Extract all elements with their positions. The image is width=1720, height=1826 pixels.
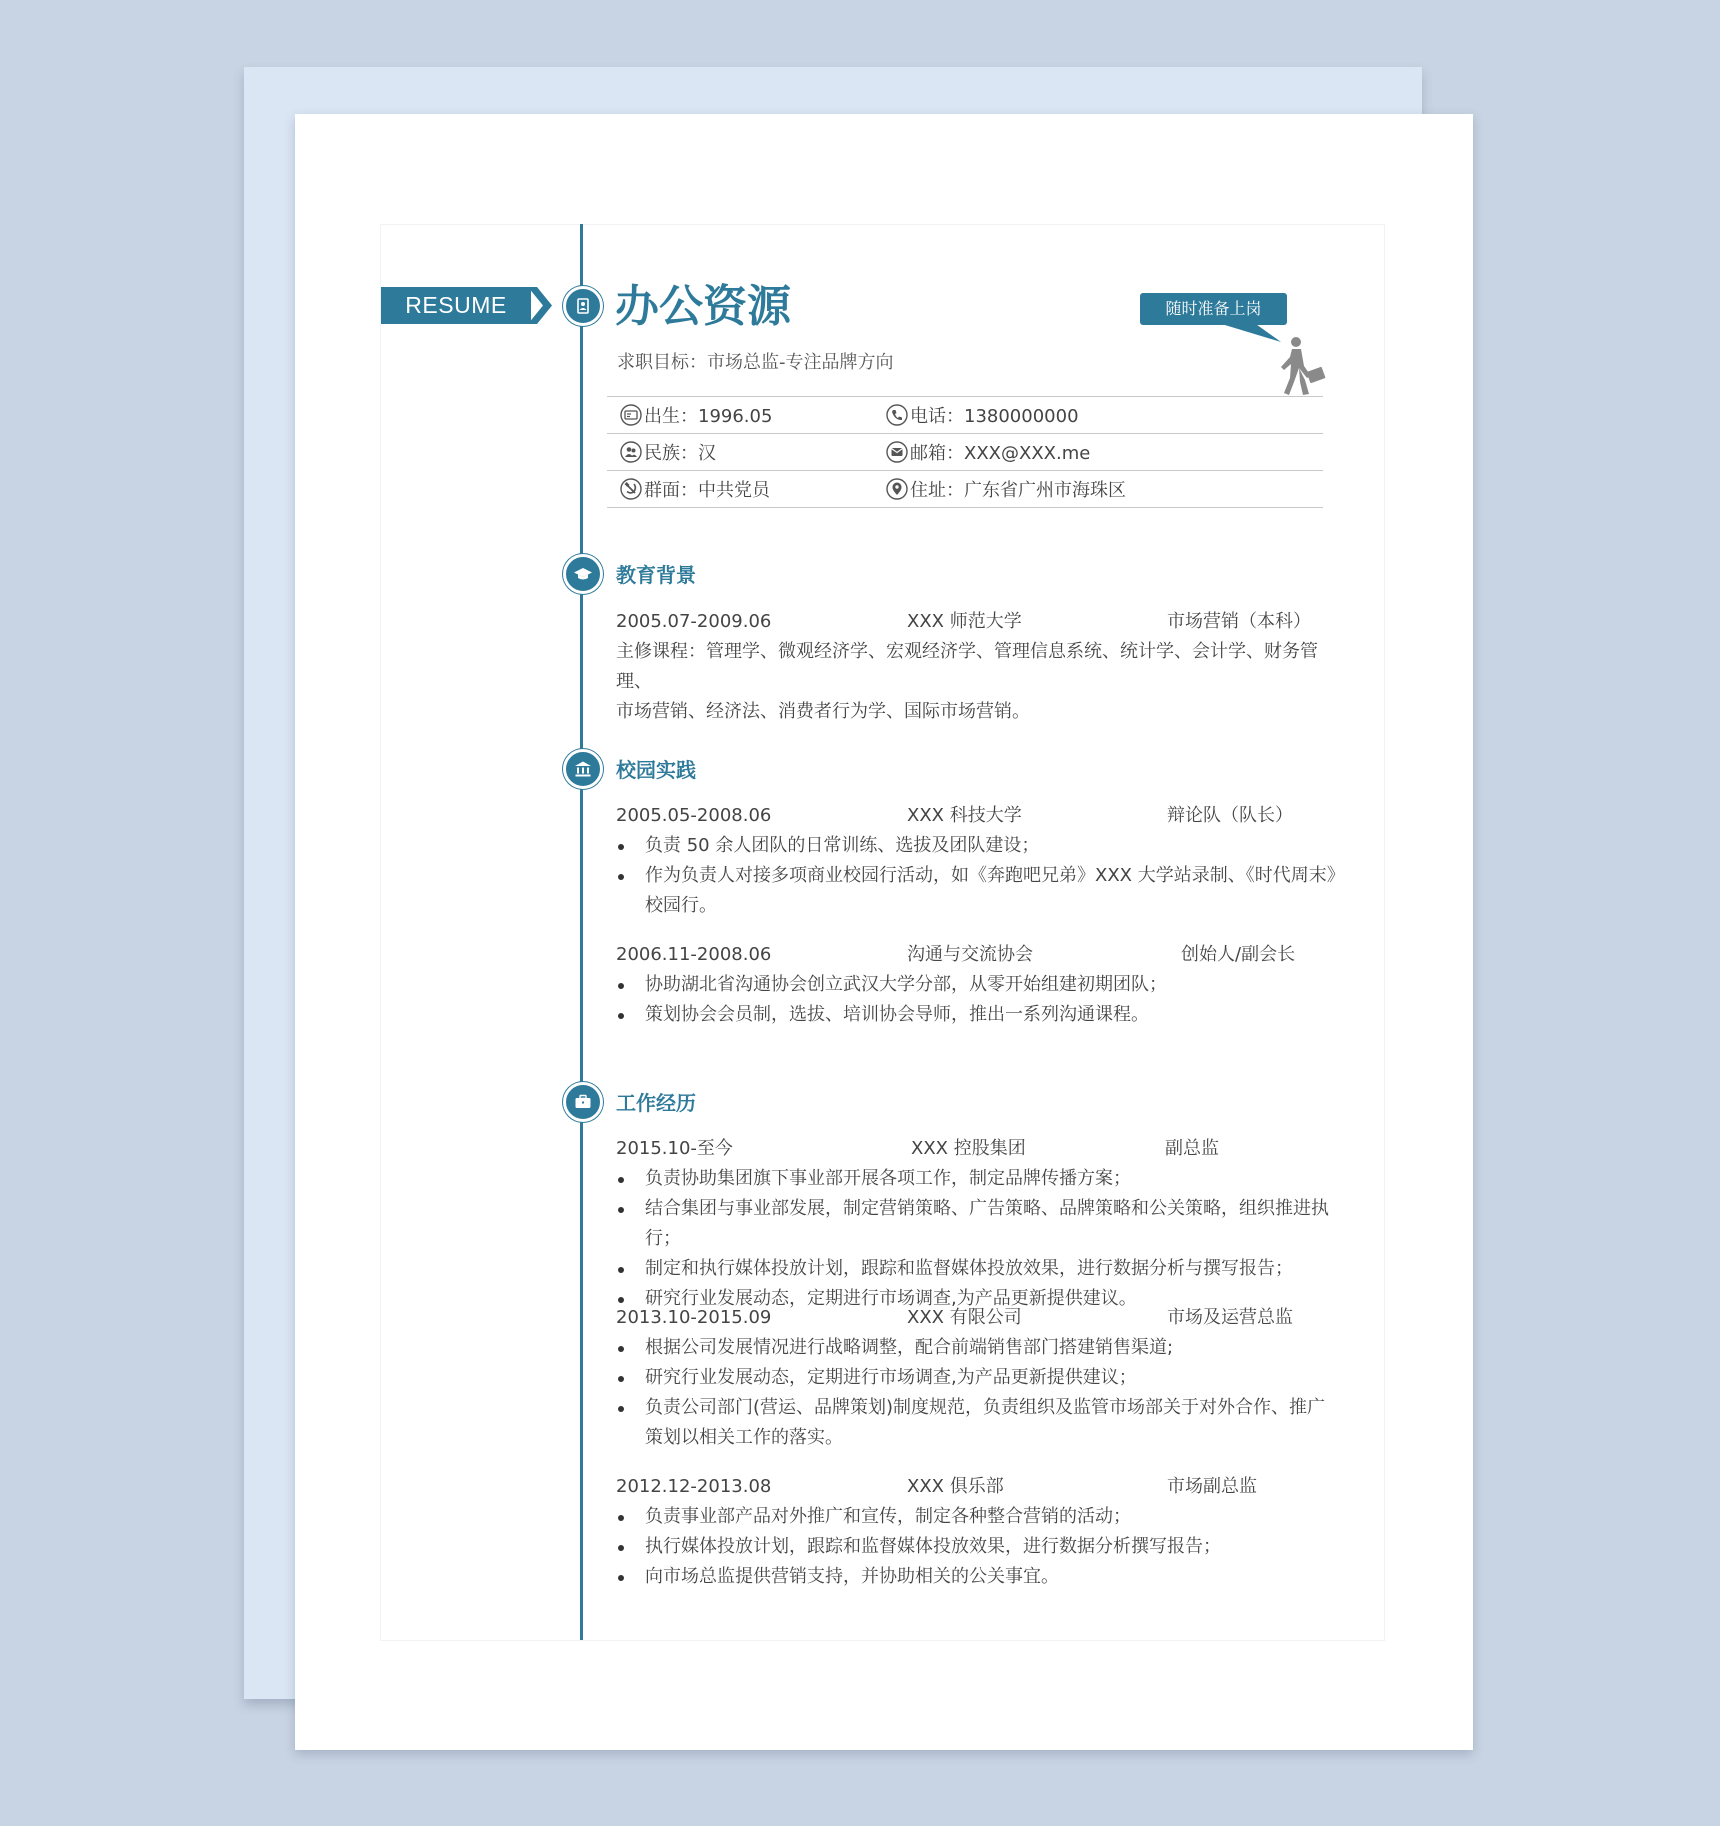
work-bullets <box>616 1164 1336 1314</box>
list-item: 作为负责人对接多项商业校园行活动，如《奔跑吧兄弟》XXX 大学站录制、《时代周末》校园行。 <box>616 861 1336 921</box>
phone-text: 电话：1380000000 <box>910 406 1079 427</box>
work-date: 2013.10-2015.09 <box>616 1307 772 1328</box>
education-school: XXX 师范大学 <box>907 611 1022 632</box>
campus-entry-header <box>616 801 1336 831</box>
mail-icon <box>886 441 908 463</box>
campus-date: 2005.05-2008.06 <box>616 805 772 826</box>
campus-node-icon <box>563 749 603 789</box>
resume-tag: RESUME <box>381 287 531 324</box>
campus-org: XXX 科技大学 <box>907 805 1022 826</box>
work-date: 2012.12-2013.08 <box>616 1476 772 1497</box>
campus-bullets <box>616 831 1336 921</box>
education-row <box>616 607 1336 637</box>
timeline-line <box>580 224 583 1640</box>
work-bullets <box>616 1333 1336 1453</box>
list-item: 执行媒体投放计划，跟踪和监督媒体投放效果，进行数据分析撰写报告； <box>616 1532 1336 1562</box>
list-item: 制定和执行媒体投放计划，跟踪和监督媒体投放效果，进行数据分析与撰写报告； <box>616 1254 1336 1284</box>
work-node-icon <box>563 1082 603 1122</box>
birth-field <box>620 397 772 433</box>
list-item: 策划协会会员制，选拔、培训协会导师，推出一系列沟通课程。 <box>616 1000 1336 1030</box>
basic-info-table <box>607 396 1323 508</box>
email-text: 邮箱：XXX@XXX.me <box>910 443 1091 464</box>
work-company: XXX 控股集团 <box>911 1138 1026 1159</box>
campus-bullets <box>616 970 1336 1030</box>
work-date: 2015.10-至今 <box>616 1138 733 1159</box>
info-row <box>607 396 1323 433</box>
address-text: 住址：广东省广州市海珠区 <box>910 480 1126 501</box>
work-role: 副总监 <box>1165 1138 1219 1159</box>
location-pin-icon <box>886 478 908 500</box>
list-item: 负责 50 余人团队的日常训练、选拔及团队建设； <box>616 831 1336 861</box>
job-objective: 求职目标：市场总监-专注品牌方向 <box>617 352 894 373</box>
campus-org: 沟通与交流协会 <box>907 944 1033 965</box>
education-node-icon <box>563 554 603 594</box>
ethnicity-field <box>620 434 716 470</box>
list-item: 协助湖北省沟通协会创立武汉大学分部，从零开始组建初期团队； <box>616 970 1336 1000</box>
email-field <box>886 434 1090 470</box>
candidate-name: 办公资源 <box>615 281 791 332</box>
ethnicity-text: 民族：汉 <box>644 443 716 464</box>
profile-node-icon <box>563 286 603 326</box>
education-title: 教育背景 <box>616 563 696 587</box>
courses-line: 市场营销、经济法、消费者行为学、国际市场营销。 <box>616 701 1030 722</box>
ready-bubble: 随时准备上岗 <box>1140 293 1287 325</box>
work-role: 市场副总监 <box>1167 1476 1257 1497</box>
work-entry-header <box>616 1472 1336 1502</box>
address-field <box>886 471 1126 507</box>
work-entry-header <box>616 1134 1336 1164</box>
info-row <box>607 433 1323 470</box>
list-item: 根据公司发展情况进行战略调整，配合前端销售部门搭建销售渠道; <box>616 1333 1336 1363</box>
politics-text: 群面：中共党员 <box>644 480 770 501</box>
campus-role: 创始人/副会长 <box>1181 944 1296 965</box>
campus-title: 校园实践 <box>616 758 696 782</box>
work-entry-header <box>616 1303 1336 1333</box>
list-item: 负责公司部门(营运、品牌策划)制度规范，负责组织及监管市场部关于对外合作、推广策划以相关工作的落实。 <box>616 1393 1336 1453</box>
work-company: XXX 有限公司 <box>907 1307 1022 1328</box>
campus-entry-header <box>616 940 1336 970</box>
education-major: 市场营销（本科） <box>1167 611 1311 632</box>
people-icon <box>620 441 642 463</box>
list-item: 负责事业部产品对外推广和宣传，制定各种整合营销的活动； <box>616 1502 1336 1532</box>
phone-field <box>886 397 1079 433</box>
phone-icon <box>886 404 908 426</box>
list-item: 研究行业发展动态，定期进行市场调查,为产品更新提供建议。 <box>616 1284 1336 1314</box>
birth-text: 出生：1996.05 <box>644 406 773 427</box>
work-role: 市场及运营总监 <box>1167 1307 1293 1328</box>
info-row <box>607 470 1323 508</box>
id-card-icon <box>620 404 642 426</box>
list-item: 向市场总监提供营销支持，并协助相关的公关事宜。 <box>616 1562 1336 1592</box>
education-date: 2005.07-2009.06 <box>616 611 772 632</box>
double-chevron-icon <box>528 287 552 324</box>
campus-role: 辩论队（队长） <box>1167 805 1293 826</box>
work-company: XXX 俱乐部 <box>907 1476 1004 1497</box>
list-item: 负责协助集团旗下事业部开展各项工作，制定品牌传播方案； <box>616 1164 1336 1194</box>
list-item: 结合集团与事业部发展，制定营销策略、广告策略、品牌策略和公关策略，组织推进执行； <box>616 1194 1336 1254</box>
politics-field <box>620 471 770 507</box>
party-emblem-icon <box>620 478 642 500</box>
courses-line: 主修课程：管理学、微观经济学、宏观经济学、管理信息系统、统计学、会计学、财务管理、 <box>616 641 1318 692</box>
work-bullets <box>616 1502 1336 1592</box>
list-item: 研究行业发展动态，定期进行市场调查,为产品更新提供建议； <box>616 1363 1336 1393</box>
campus-date: 2006.11-2008.06 <box>616 944 772 965</box>
work-title: 工作经历 <box>616 1091 696 1115</box>
businessman-walking-icon <box>1275 336 1327 396</box>
education-courses <box>616 637 1336 727</box>
